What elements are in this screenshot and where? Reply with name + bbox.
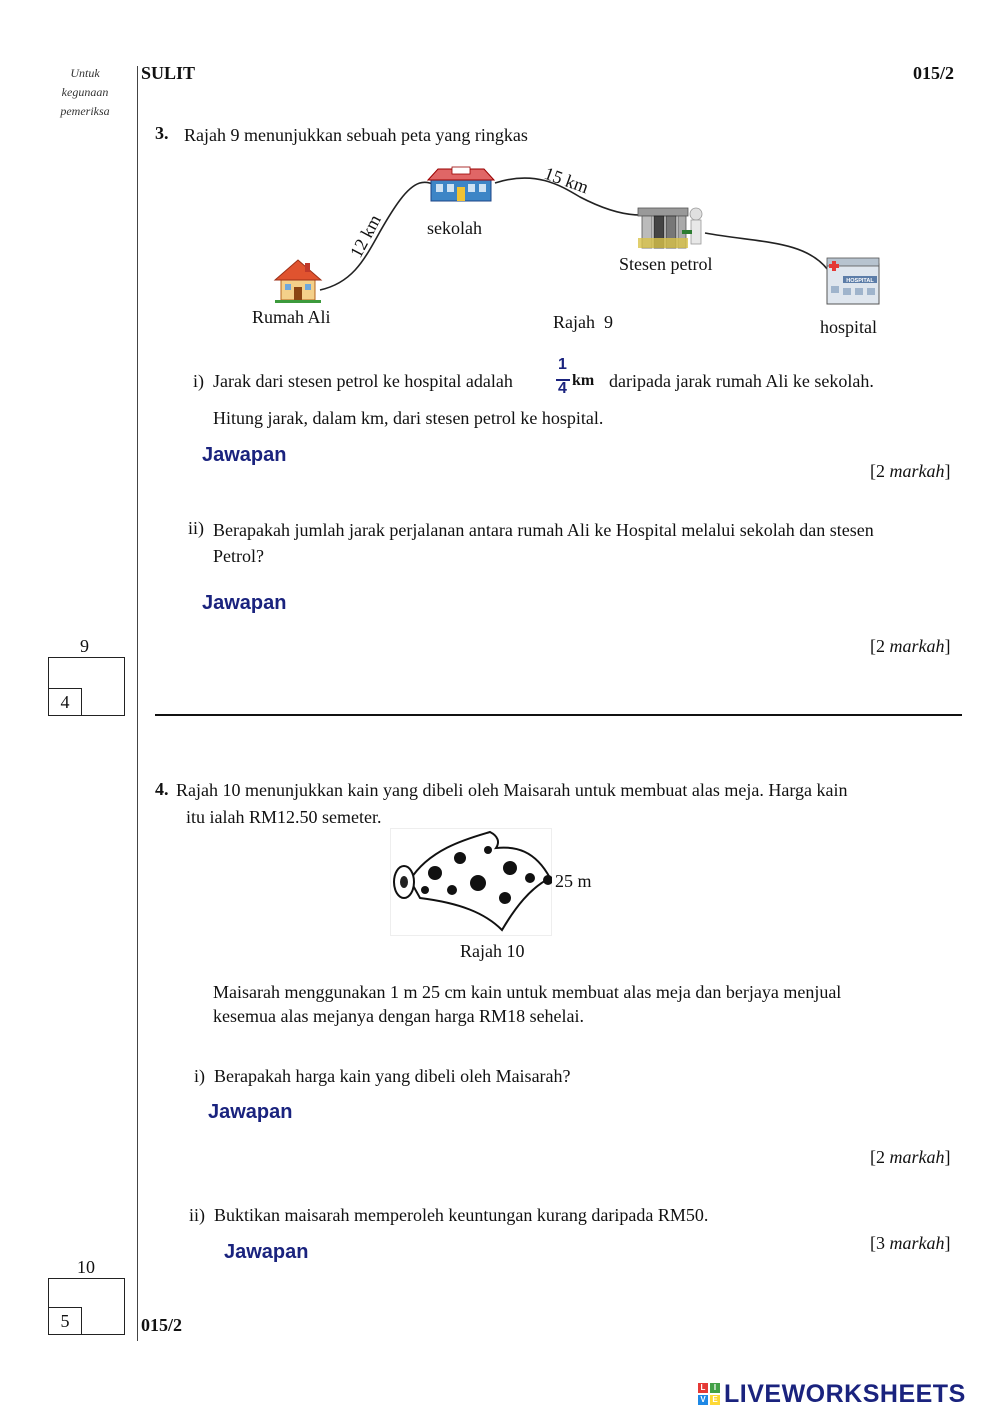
q4-score-total: 10 (77, 1257, 95, 1277)
logo-wordmark: LIVEWORKSHEETS (724, 1380, 966, 1408)
examiner-note-line: Untuk (70, 66, 100, 80)
label-home: Rumah Ali (252, 307, 331, 327)
marks-close: ] (944, 1147, 951, 1167)
q3-score-max: 4 (48, 688, 82, 716)
marks-word: markah (889, 1233, 945, 1253)
marks-number: [2 (870, 461, 890, 481)
q3-score-total: 9 (80, 636, 89, 656)
marks-word: markah (889, 461, 945, 481)
q3-part-ii-label: ii) (188, 518, 204, 538)
examiner-note-line: kegunaan (61, 85, 109, 99)
marks-close: ] (944, 461, 951, 481)
figure-caption-9: Rajah 9 (553, 312, 613, 332)
q4-part-ii-text: Buktikan maisarah memperoleh keuntungan kurang daripada RM50. (214, 1205, 709, 1225)
q4-score-max: 5 (48, 1307, 82, 1335)
q3-ii-answer-label: Jawapan (202, 592, 287, 614)
label-hospital: hospital (820, 317, 877, 337)
fraction-quarter-km (556, 358, 606, 402)
fabric-roll-diagram (390, 828, 552, 936)
q4-para2: kesemua alas mejanya dengan harga RM18 sehelai. (213, 1006, 585, 1026)
marks-number: [2 (870, 636, 890, 656)
hospital-icon (827, 258, 879, 304)
liveworksheets-logo (698, 1380, 998, 1408)
house-icon (275, 260, 321, 303)
label-school: sekolah (427, 218, 482, 238)
logo-letter: L (698, 1383, 708, 1393)
fraction-unit: km (572, 372, 595, 389)
school-icon (428, 167, 494, 201)
q3-part-i-label: i) (193, 371, 204, 391)
q3-number: 3. (155, 123, 169, 143)
q3-intro: Rajah 9 menunjukkan sebuah peta yang ringkas (184, 125, 528, 145)
roll-core (400, 876, 408, 888)
road-petrol-hospital (705, 233, 828, 270)
fraction-numerator: 1 (558, 356, 567, 373)
margin-rule (137, 66, 138, 1341)
marks-close: ] (944, 1233, 951, 1253)
header-paper-code: 015/2 (913, 63, 955, 83)
figure-caption-10: Rajah 10 (460, 941, 525, 961)
q4-part-ii-label: ii) (189, 1205, 205, 1225)
section-divider (155, 714, 962, 716)
q4-line2: itu ialah RM12.50 semeter. (186, 807, 382, 827)
marks-word: markah (889, 636, 945, 656)
distance-school-petrol: 15 km (541, 162, 592, 198)
distance-home-school: 12 km (345, 211, 385, 261)
marks-word: markah (889, 1147, 945, 1167)
hospital-sign: HOSPITAL (846, 278, 874, 284)
fabric-length: 25 m (555, 871, 592, 891)
q3-part-i-line2: Hitung jarak, dalam km, dari stesen petrol ke hospital. (213, 408, 604, 428)
logo-mark-icon (698, 1383, 720, 1405)
q4-line1: Rajah 10 menunjukkan kain yang dibeli oleh Maisarah untuk membuat alas meja. Harga kain (176, 780, 848, 800)
q4-i-marks (870, 1147, 951, 1168)
q4-ii-answer-label: Jawapan (224, 1241, 309, 1263)
fraction-denominator: 4 (558, 380, 567, 397)
logo-letter: I (710, 1383, 720, 1393)
q3-ii-marks (870, 636, 951, 657)
q3-part-i-text-after: daripada jarak rumah Ali ke sekolah. (609, 371, 874, 391)
marks-close: ] (944, 636, 951, 656)
q3-i-marks (870, 461, 951, 482)
examiner-note (40, 64, 130, 121)
q4-i-answer-label: Jawapan (208, 1101, 293, 1123)
logo-letter: E (710, 1395, 720, 1405)
q3-part-i-text-before: Jarak dari stesen petrol ke hospital adalah (213, 371, 513, 391)
q4-para1: Maisarah menggunakan 1 m 25 cm kain untuk membuat alas meja dan berjaya menjual (213, 982, 842, 1002)
q4-ii-marks (870, 1233, 951, 1254)
q4-part-i-label: i) (194, 1066, 205, 1086)
footer-paper-code: 015/2 (141, 1315, 183, 1335)
q4-part-i-text: Berapakah harga kain yang dibeli oleh Maisarah? (214, 1066, 571, 1086)
marks-number: [2 (870, 1147, 890, 1167)
road-home-school (320, 182, 435, 290)
q3-i-answer-label: Jawapan (202, 444, 287, 466)
q3-part-ii-line2: Petrol? (213, 546, 264, 566)
label-petrol-station: Stesen petrol (619, 254, 713, 274)
q4-number: 4. (155, 779, 169, 799)
header-classification: SULIT (141, 63, 196, 83)
petrol-station-icon (638, 208, 702, 248)
q3-part-ii-line1: Berapakah jumlah jarak perjalanan antara rumah Ali ke Hospital melalui sekolah dan stesen (213, 520, 874, 540)
logo-letter: V (698, 1395, 708, 1405)
examiner-note-line: pemeriksa (60, 104, 110, 118)
marks-number: [3 (870, 1233, 890, 1253)
